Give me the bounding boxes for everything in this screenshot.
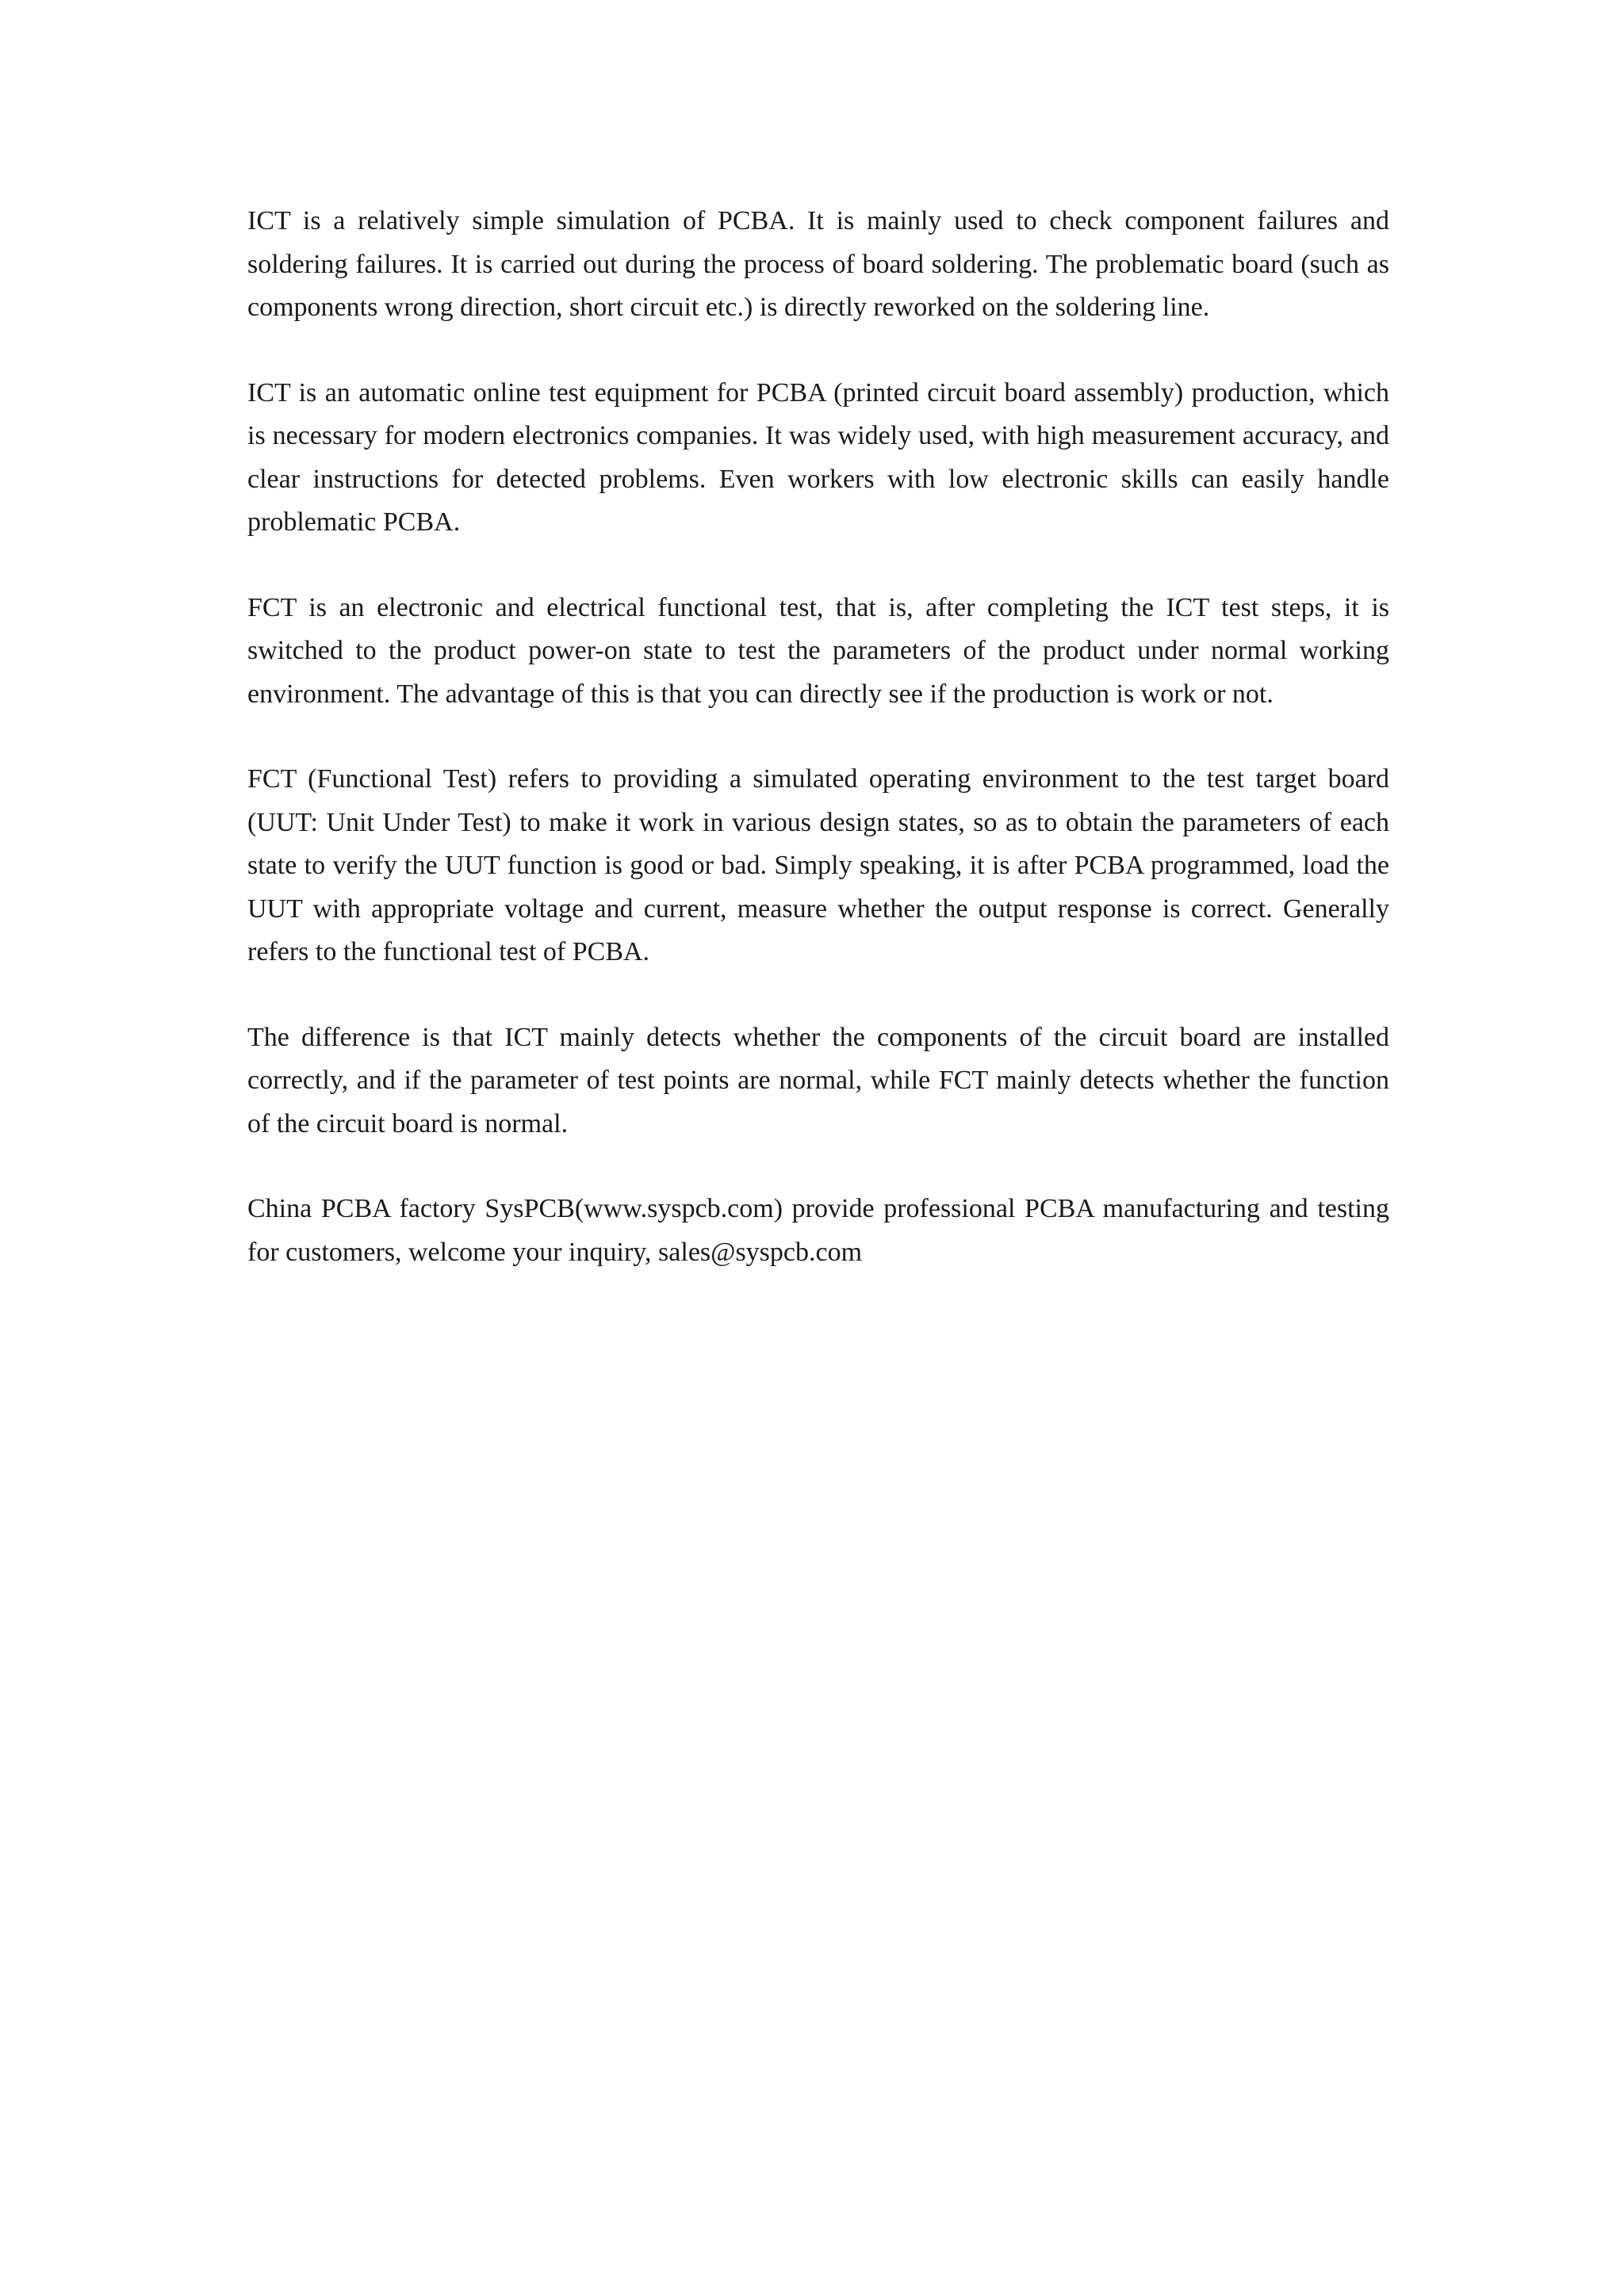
document-body	[247, 200, 1389, 1316]
paragraph-ict-fct-difference: The difference is that ICT mainly detects whether the components of the circuit board are installed correctly, and if the parameter of test points are normal, while FCT mainly detects whether the function of the circuit board is normal.	[247, 1022, 1389, 1138]
paragraph-fct-definition: FCT (Functional Test) refers to providing a simulated operating environment to the test target board (UUT: Unit Under Test) to make it work in various design states, so as to obtain the parameters of each state to verify the UUT function is good or bad. Simply speaking, it is after PCBA programmed, load the UUT with appropriate voltage and current, measure whether the output response is correct. Generally refers to the functional test of PCBA.	[247, 764, 1389, 966]
paragraph-fct-overview: FCT is an electronic and electrical functional test, that is, after completing the ICT test steps, it is switched to the product power-on state to test the parameters of the product under normal working environment. The advantage of this is that you can directly see if the production is work or not.	[247, 592, 1389, 709]
paragraph-contact: China PCBA factory SysPCB(www.syspcb.com) provide professional PCBA manufacturing and testing for customers, welcome your inquiry, sales@syspcb.com	[247, 1194, 1389, 1267]
paragraph-ict-overview: ICT is a relatively simple simulation of PCBA. It is mainly used to check component failures and soldering failures. It is carried out during the process of board soldering. The problematic board (such as components wrong direction, short circuit etc.) is directly reworked on the soldering line.	[247, 206, 1389, 322]
paragraph-ict-equipment: ICT is an automatic online test equipment for PCBA (printed circuit board assembly) production, which is necessary for modern electronics companies. It was widely used, with high measurement accuracy, and clear instructions for detected problems. Even workers with low electronic skills can easily handle problematic PCBA.	[247, 377, 1389, 537]
